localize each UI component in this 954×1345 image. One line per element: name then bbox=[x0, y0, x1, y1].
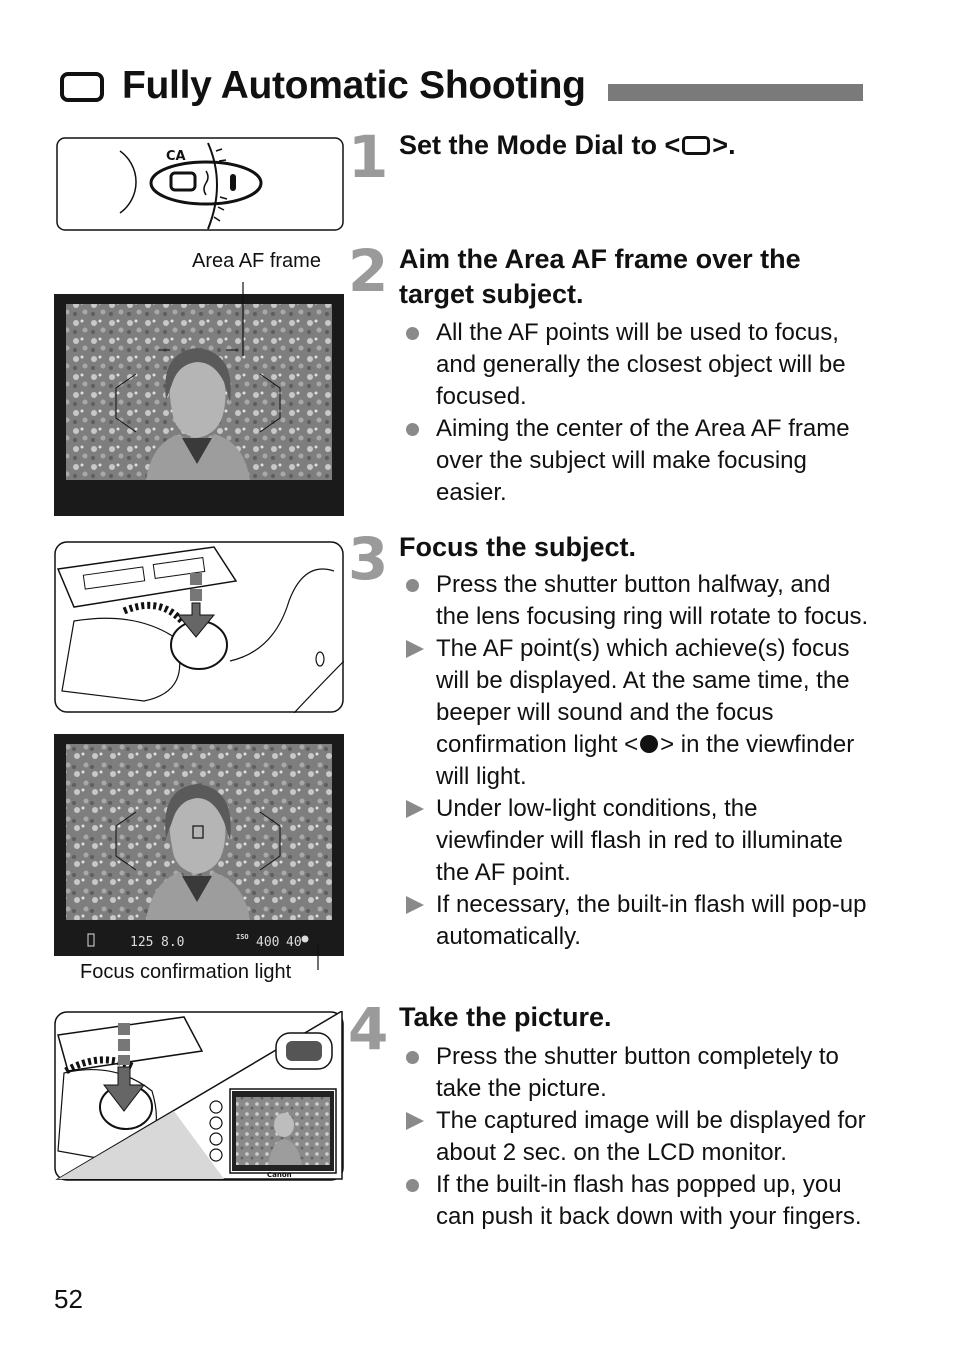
page-title: Fully Automatic Shooting bbox=[122, 64, 586, 107]
result-triangle-icon bbox=[404, 889, 430, 921]
title-rule bbox=[608, 84, 863, 101]
page-number: 52 bbox=[54, 1284, 83, 1314]
list-item: If the built-in flash has popped up, you can push it back down with your fingers. bbox=[404, 1169, 870, 1233]
result-triangle-icon bbox=[404, 793, 430, 825]
bullet-dot-icon bbox=[404, 413, 430, 445]
result-triangle-icon bbox=[404, 1105, 430, 1137]
focus-confirmation-dot-icon bbox=[640, 735, 658, 753]
viewfinder-area-af bbox=[54, 282, 344, 516]
result-triangle-icon bbox=[404, 633, 430, 665]
step-3-number: 3 bbox=[348, 525, 389, 593]
full-auto-mode-icon bbox=[682, 136, 710, 155]
step-1-number: 1 bbox=[348, 123, 389, 191]
area-af-caption: Area AF frame bbox=[192, 250, 321, 272]
step-3-heading: Focus the subject. bbox=[399, 532, 637, 562]
take-picture-illustration bbox=[54, 1011, 344, 1181]
bullet-dot-icon bbox=[404, 1169, 430, 1201]
focus-confirmation-caption: Focus confirmation light bbox=[80, 961, 292, 983]
bullet-dot-icon bbox=[404, 317, 430, 349]
viewfinder-focus-confirmation bbox=[54, 734, 344, 994]
readout-shutter: 125 bbox=[130, 935, 154, 950]
list-item: Press the shutter button halfway, and the lens focusing ring will rotate to focus. bbox=[404, 569, 870, 633]
step-2-list bbox=[404, 317, 870, 509]
list-item: Aiming the center of the Area AF frame over the subject will make focusing easier. bbox=[404, 413, 870, 509]
list-item: Under low-light conditions, the viewfinder will flash in red to illuminate the AF point. bbox=[404, 793, 870, 889]
list-item: The AF point(s) which achieve(s) focus will be displayed. At the same time, the beeper will sound and the focus confirmation light < > in the viewfinder will light. bbox=[404, 633, 870, 793]
bullet-dot-icon bbox=[404, 1041, 430, 1073]
list-item: The captured image will be displayed for about 2 sec. on the LCD monitor. bbox=[404, 1105, 870, 1169]
mode-dial-illustration bbox=[56, 137, 344, 231]
step-4-heading: Take the picture. bbox=[399, 1002, 612, 1032]
readout-iso-label: ISO bbox=[236, 933, 249, 941]
step-1-heading-prefix: Set the Mode Dial to < bbox=[399, 130, 681, 160]
readout-shots: 40 bbox=[286, 935, 302, 950]
step-1-heading-suffix: >. bbox=[712, 130, 736, 160]
full-auto-mode-icon bbox=[60, 72, 104, 102]
focus-confirmation-light-icon bbox=[302, 936, 309, 943]
bullet-dot-icon bbox=[404, 569, 430, 601]
step-4-list bbox=[404, 1041, 870, 1233]
step-4-number: 4 bbox=[348, 995, 389, 1063]
canon-brand-label: Canon bbox=[267, 1171, 292, 1179]
list-item: Press the shutter button completely to take the picture. bbox=[404, 1041, 870, 1105]
list-item: If necessary, the built-in flash will pop-up automatically. bbox=[404, 889, 870, 953]
shutter-halfway-illustration bbox=[54, 541, 344, 713]
readout-iso: 400 bbox=[256, 935, 280, 950]
step-1-heading bbox=[399, 128, 869, 163]
step-3-list bbox=[404, 569, 870, 953]
readout-aperture: 8.0 bbox=[161, 935, 185, 950]
mode-dial-ca-label: CA bbox=[166, 149, 186, 164]
step-2-heading: Aim the Area AF frame over the target subject. bbox=[399, 244, 801, 309]
list-item: All the AF points will be used to focus, and generally the closest object will be focused. bbox=[404, 317, 870, 413]
step-2-number: 2 bbox=[348, 237, 389, 305]
